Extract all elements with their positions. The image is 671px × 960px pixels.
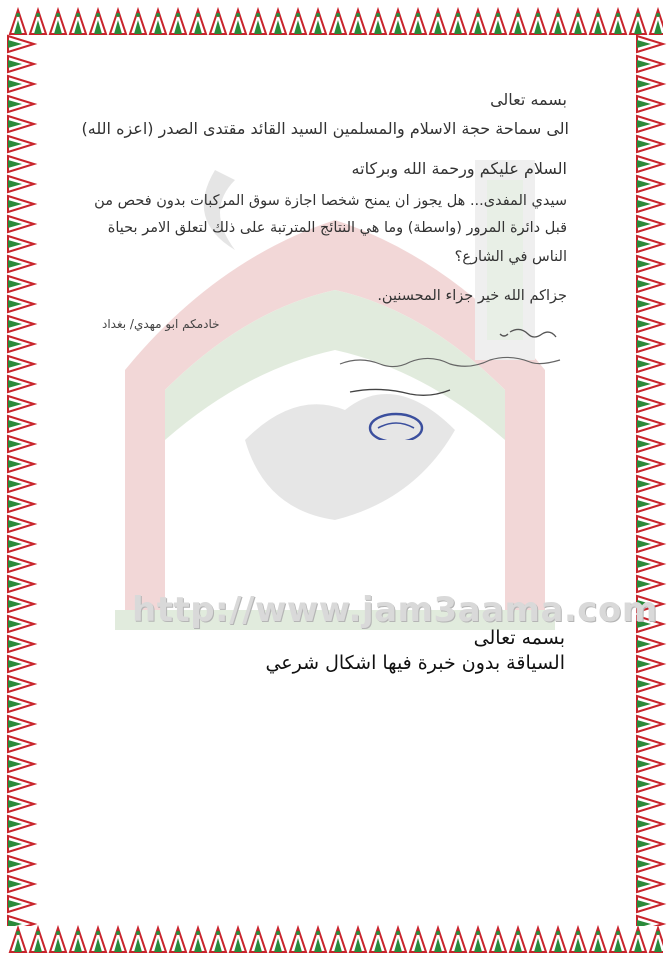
watermark-url: http://www.jam3aama.com bbox=[132, 590, 658, 630]
decorative-border-bottom bbox=[8, 924, 663, 954]
letter-closing: جزاكم الله خير جزاء المحسنين. bbox=[377, 288, 567, 304]
letter-greeting: السلام عليكم ورحمة الله وبركاته bbox=[351, 159, 567, 178]
decorative-border-left bbox=[4, 34, 38, 926]
decorative-border-top bbox=[8, 6, 663, 36]
answer-transcription-line: بسمه تعالى bbox=[473, 627, 565, 649]
decorative-border-right bbox=[633, 34, 667, 926]
letter-sender: خادمكم ابو مهدي/ بغداد bbox=[102, 317, 220, 331]
handwritten-answer bbox=[330, 320, 580, 440]
answer-transcription-line: السياقة بدون خبرة فيها اشكال شرعي bbox=[265, 652, 565, 674]
letter-basmala: بسمه تعالى bbox=[490, 90, 567, 109]
letter-question-line: الناس في الشارع؟ bbox=[454, 249, 567, 265]
letter-question-line: قبل دائرة المرور (واسطة) وما هي النتائج المترتبة على ذلك لتعلق الامر بحياة bbox=[107, 220, 567, 236]
letter-question-line: سيدي المفدى... هل يجوز ان يمنح شخصا اجازة سوق المركبات بدون فحص من bbox=[94, 193, 567, 209]
seal-stamp-icon bbox=[370, 414, 422, 440]
letter-addressee: الى سماحة حجة الاسلام والمسلمين السيد القائد مقتدى الصدر (اعزه الله) bbox=[81, 119, 569, 138]
